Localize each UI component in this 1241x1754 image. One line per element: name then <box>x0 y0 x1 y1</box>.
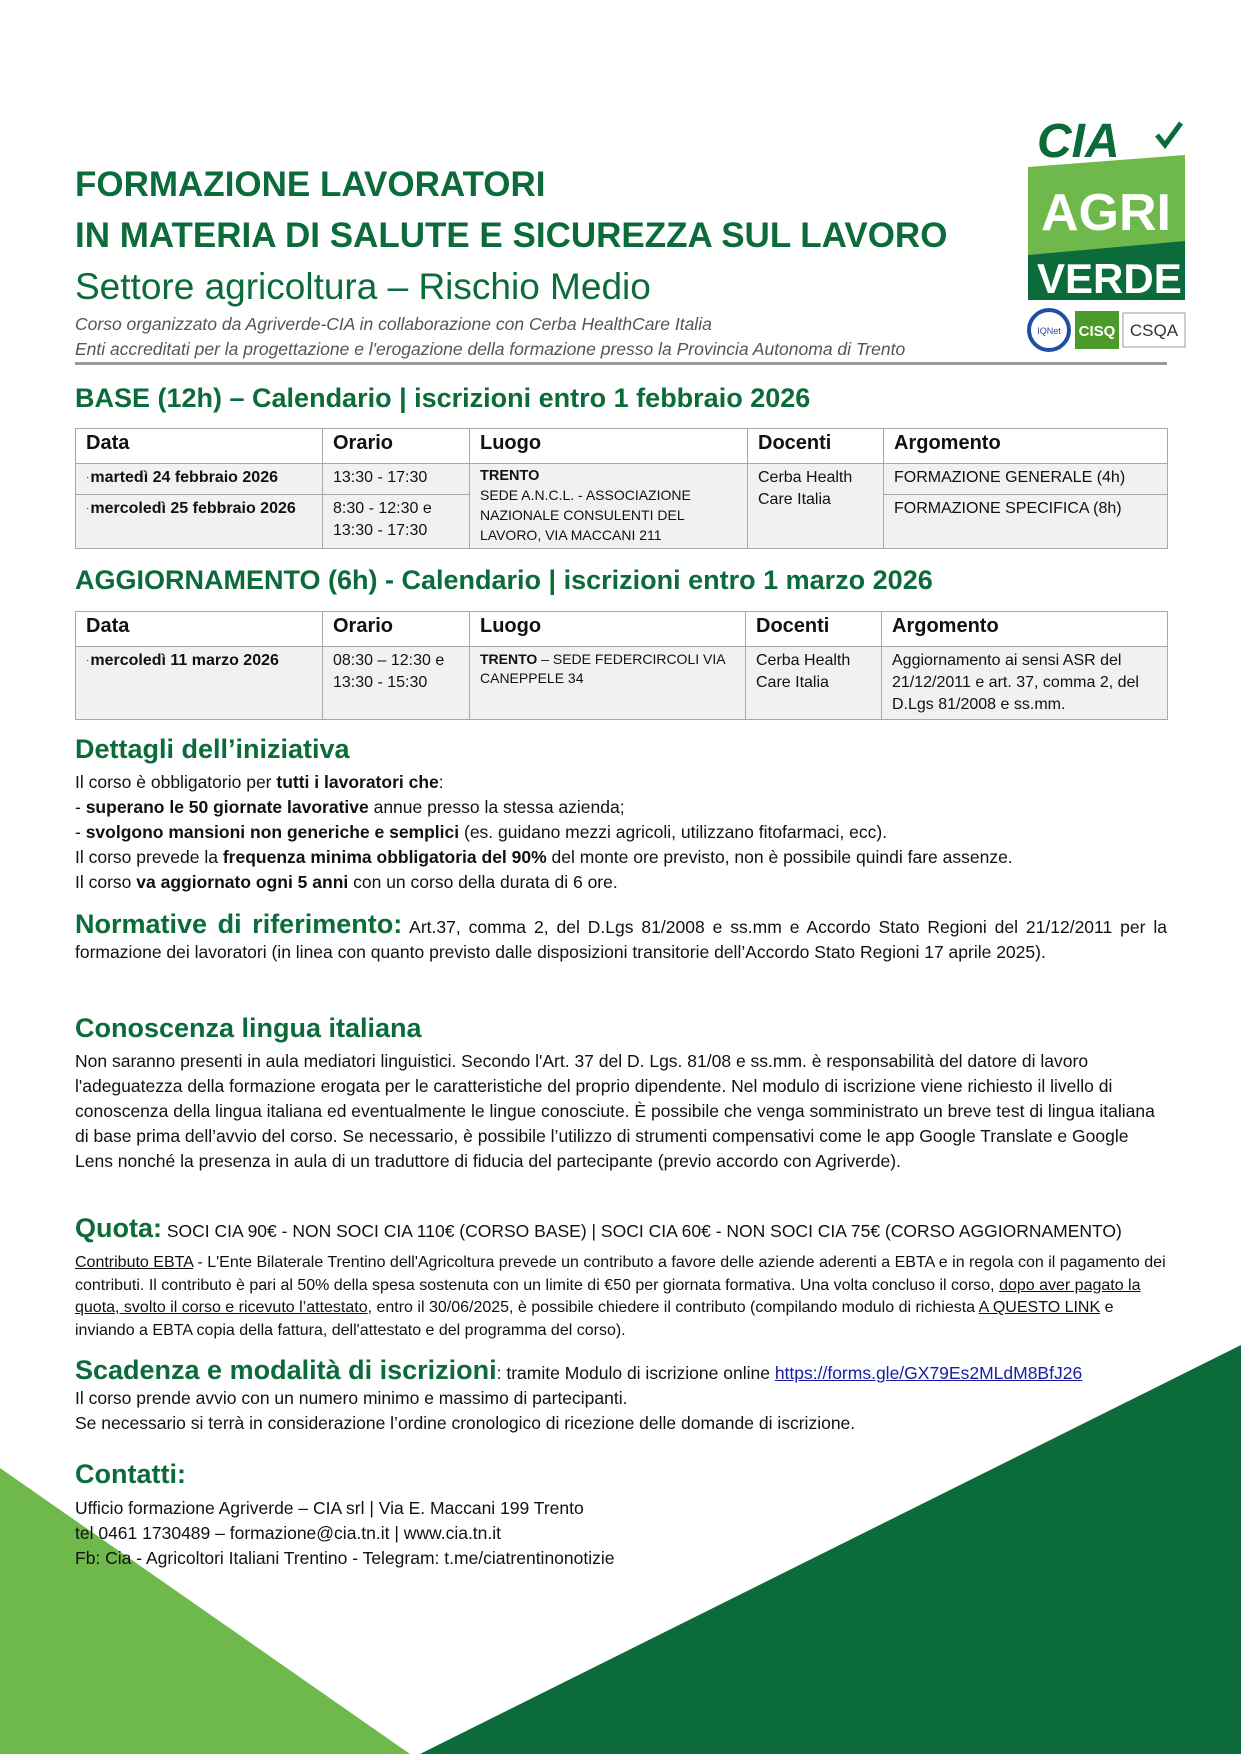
csqa-badge-text: CSQA <box>1129 321 1179 340</box>
cell-topic: Aggiornamento ai sensi ASR del 21/12/2011 e art. 37, comma 2, del D.Lgs 81/2008 e ss.mm. <box>882 647 1168 720</box>
col-header-argomento: Argomento <box>882 612 1168 647</box>
contatti-body <box>75 1496 1167 1571</box>
registration-form-link[interactable]: https://forms.gle/GX79Es2MLdM8BfJ26 <box>774 1363 1083 1383</box>
dettagli-line: Il corso prevede la frequenza minima obbligatoria del 90% del monte ore previsto, non è possibile quindi fare assenze. <box>75 847 1013 867</box>
cell-topic: FORMAZIONE SPECIFICA (8h) <box>884 494 1168 548</box>
lingua-heading: Conoscenza lingua italiana <box>75 1013 422 1043</box>
cisq-badge-text: CISQ <box>1078 323 1116 340</box>
ebta-request-link[interactable]: A QUESTO LINK <box>978 1299 1101 1316</box>
dettagli-heading: Dettagli dell’iniziativa <box>75 734 350 764</box>
dettagli-line: - svolgono mansioni non generiche e semplici (es. guidano mezzi agricoli, utilizzano fitofarmaci, ecc). <box>75 822 888 842</box>
col-header-luogo: Luogo <box>470 429 748 464</box>
normative-text: Art.37, comma 2, del D.Lgs 81/2008 e ss.mm e Accordo Stato Regioni del 21/12/2011 per la formazione dei lavoratori (in linea con quanto previsto dalle disposizioni transitorie dell’Accordo Stato Regioni 17 aprile 2025). <box>75 917 1167 962</box>
scadenza-section <box>75 1355 1167 1436</box>
scadenza-heading: Scadenza e modalità di iscrizioni <box>75 1355 497 1385</box>
ebta-paragraph: Contributo EBTA - L'Ente Bilaterale Trentino dell'Agricoltura prevede un contributo a favore delle aziende aderenti a EBTA e in regola con il pagamento dei contributi. Il contributo è pari al 50% della spesa sostenuta con un limite di €50 per giornata formativa. Una volta concluso il corso, dopo aver pagato la quota, svolto il corso e ricevuto l’attestato, entro il 30/06/2025, è possibile chiedere il contributo (compilando modulo di richiesta A QUESTO LINK e inviando a EBTA copia della fattura, dell'attestato e del programma del corso). <box>75 1254 1166 1339</box>
base-schedule-table <box>75 428 1168 549</box>
organizer-line: Corso organizzato da Agriverde-CIA in collaborazione con Cerba HealthCare Italia <box>75 314 712 334</box>
location-city: TRENTO <box>480 468 540 484</box>
cell-time: 13:30 - 17:30 <box>323 464 470 495</box>
col-header-data: Data <box>76 612 323 647</box>
col-header-orario: Orario <box>323 429 470 464</box>
contact-line: Fb: Cia - Agricoltori Italiani Trentino - Telegram: t.me/ciatrentinonotizie <box>75 1548 615 1568</box>
col-header-docenti: Docenti <box>748 429 884 464</box>
dettagli-body <box>75 770 1167 895</box>
col-header-docenti: Docenti <box>746 612 882 647</box>
accreditation-line: Enti accreditati per la progettazione e l'erogazione della formazione presso la Provincia Autonoma di Trento <box>75 339 906 359</box>
logo-cia-text: CIA <box>1037 115 1120 168</box>
scadenza-intro: : tramite Modulo di iscrizione online <box>496 1363 775 1383</box>
quota-heading: Quota: <box>75 1213 162 1243</box>
quota-prices: SOCI CIA 90€ - NON SOCI CIA 110€ (CORSO BASE) | SOCI CIA 60€ - NON SOCI CIA 75€ (CORSO AGGIORNAMENTO) <box>162 1221 1122 1241</box>
col-header-data: Data <box>76 429 323 464</box>
ebta-conditions: dopo aver pagato la quota, svolto il corso e ricevuto l’attestato <box>75 1276 1141 1316</box>
cell-teachers: Cerba Health Care Italia <box>746 647 882 720</box>
cell-date: · mercoledì 11 marzo 2026 <box>76 647 323 720</box>
logo-verde-text: VERDE <box>1037 255 1182 302</box>
location-address: – SEDE FEDERCIRCOLI VIA CANEPPELE 34 <box>480 651 725 686</box>
location-address: SEDE A.N.C.L. - ASSOCIAZIONE NAZIONALE CONSULENTI DEL LAVORO, VIA MACCANI 211 <box>480 487 691 543</box>
base-heading: BASE (12h) – Calendario | iscrizioni entro 1 febbraio 2026 <box>75 383 811 413</box>
normative-heading: Normative di riferimento: <box>75 909 403 939</box>
cell-teachers: Cerba Health Care Italia <box>748 464 884 549</box>
contatti-heading: Contatti: <box>75 1459 186 1489</box>
location-city: TRENTO <box>480 651 538 667</box>
contact-line: tel 0461 1730489 – formazione@cia.tn.it | www.cia.tn.it <box>75 1523 502 1543</box>
normative-section <box>75 909 1167 965</box>
logo-agri-text: AGRI <box>1041 184 1171 242</box>
cell-date: · mercoledì 25 febbraio 2026 <box>76 494 323 548</box>
cell-topic: FORMAZIONE GENERALE (4h) <box>884 464 1168 495</box>
scadenza-line: Se necessario si terrà in considerazione l’ordine cronologico di ricezione delle domande di iscrizione. <box>75 1413 856 1433</box>
iqnet-badge-text: IQNet <box>1037 326 1061 336</box>
header-divider <box>75 362 1167 365</box>
aggiornamento-heading: AGGIORNAMENTO (6h) - Calendario | iscrizioni entro 1 marzo 2026 <box>75 565 933 595</box>
logo-check-icon <box>1157 123 1181 145</box>
quota-section <box>75 1213 1167 1244</box>
agriverde-logo <box>1025 105 1190 355</box>
col-header-luogo: Luogo <box>470 612 746 647</box>
page-title-line2: IN MATERIA DI SALUTE E SICUREZZA SUL LAVORO <box>75 216 948 255</box>
dettagli-line: Il corso va aggiornato ogni 5 anni con un corso della durata di 6 ore. <box>75 872 618 892</box>
aggiornamento-schedule-table <box>75 611 1168 720</box>
cell-date: · martedì 24 febbraio 2026 <box>76 464 323 495</box>
dettagli-line: - superano le 50 giornate lavorative annue presso la stessa azienda; <box>75 797 625 817</box>
cell-location <box>470 464 748 549</box>
contact-line: Ufficio formazione Agriverde – CIA srl | Via E. Maccani 199 Trento <box>75 1498 584 1518</box>
page-subtitle: Settore agricoltura – Rischio Medio <box>75 266 651 307</box>
cell-location <box>470 647 746 720</box>
table-row <box>76 464 1168 495</box>
cell-time: 8:30 - 12:30 e 13:30 - 17:30 <box>323 494 470 548</box>
lingua-text: Non saranno presenti in aula mediatori linguistici. Secondo l'Art. 37 del D. Lgs. 81/08 e ss.mm. è responsabilità del datore di lavoro l'adeguatezza della formazione erogata per le caratteristiche del proprio dipendente. Nel modulo di iscrizione viene richiesto il livello di conoscenza della lingua italiana ed eventualmente le lingue conosciute. È possibile che venga somministrato un breve test di lingua italiana di base prima dell’avvio del corso. Se necessario, è possibile l’utilizzo di strumenti compensativi come le app Google Translate e Google Lens nonché la presenza in aula di un traduttore di fiducia del partecipante (previo accordo con Agriverde). <box>75 1051 1155 1171</box>
col-header-orario: Orario <box>323 612 470 647</box>
table-header-row <box>76 612 1168 647</box>
table-header-row <box>76 429 1168 464</box>
page-title-line1: FORMAZIONE LAVORATORI <box>75 165 546 204</box>
scadenza-line: Il corso prende avvio con un numero minimo e massimo di partecipanti. <box>75 1388 628 1408</box>
col-header-argomento: Argomento <box>884 429 1168 464</box>
table-row <box>76 647 1168 720</box>
ebta-label: Contributo EBTA <box>75 1254 193 1271</box>
dettagli-line: Il corso è obbligatorio per tutti i lavoratori che: <box>75 772 444 792</box>
cell-time: 08:30 – 12:30 e 13:30 - 15:30 <box>323 647 470 720</box>
